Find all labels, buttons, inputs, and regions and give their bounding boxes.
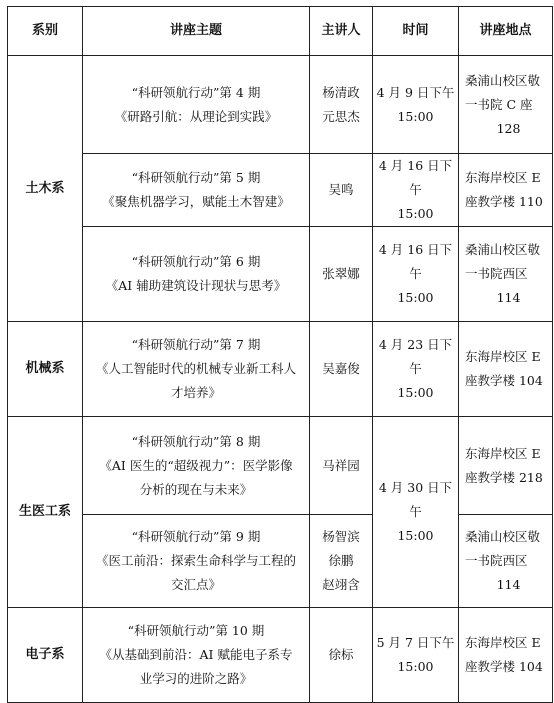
- topic-cell: [83, 56, 310, 154]
- speaker-cell: [310, 322, 373, 417]
- speaker-line: 杨清政: [322, 84, 360, 100]
- time-line: 15:00: [397, 385, 434, 400]
- speaker-cell: [310, 227, 373, 322]
- table-row: [8, 227, 553, 322]
- topic-line: “科研领航行动”第 8 期: [131, 433, 261, 449]
- time-cell: [373, 56, 459, 154]
- location-line: 桑浦山校区敬: [465, 529, 541, 544]
- time-cell: [373, 154, 459, 227]
- topic-cell: [83, 322, 310, 417]
- topic-line: 《AI 医生的“超级视力”：医学影像: [99, 457, 293, 473]
- table-row: [8, 56, 553, 154]
- table-row: [8, 417, 553, 515]
- speaker-line: 元思杰: [322, 108, 360, 124]
- topic-line: 才培养》: [170, 385, 221, 400]
- table-row: [8, 515, 553, 608]
- time-line: 4 月 16 日下午: [378, 242, 453, 281]
- location-line: 东海岸校区 E: [465, 170, 541, 185]
- time-cell: [373, 417, 459, 608]
- speaker-cell: [310, 608, 373, 703]
- header-dept: 系别: [8, 7, 83, 56]
- location-line: 桑浦山校区敬: [465, 242, 541, 257]
- topic-line: “科研领航行动”第 6 期: [131, 254, 261, 269]
- dept-cell: 机械系: [8, 322, 83, 417]
- table-row: [8, 322, 553, 417]
- topic-cell: [83, 154, 310, 227]
- topic-line: 《聚焦机器学习，赋能土木智建》: [102, 194, 290, 209]
- topic-line: 分析的现在与未来》: [139, 481, 253, 497]
- topic-line: “科研领航行动”第 5 期: [131, 170, 261, 185]
- time-line: 15:00: [397, 659, 434, 674]
- location-line: 座教学楼 110: [465, 194, 543, 209]
- location-line: 座教学楼 218: [465, 469, 543, 485]
- location-line: 128: [496, 120, 521, 136]
- location-line: 114: [496, 290, 521, 305]
- topic-line: 业学习的进阶之路》: [139, 671, 253, 686]
- location-line: 桑浦山校区敬: [465, 72, 541, 88]
- header-topic: 讲座主题: [83, 7, 310, 56]
- topic-line: 《研路引航：从理论到实践》: [114, 108, 278, 124]
- speaker-line: 吴鸣: [328, 182, 354, 197]
- topic-line: 《AI 辅助建筑设计现状与思考》: [105, 278, 287, 293]
- location-cell: [459, 154, 553, 227]
- header-row: [8, 7, 553, 56]
- time-cell: [373, 608, 459, 703]
- location-line: 东海岸校区 E: [465, 635, 541, 650]
- time-line: 4 月 16 日下午: [378, 158, 453, 197]
- speaker-cell: [310, 417, 373, 515]
- location-cell: [459, 515, 553, 608]
- speaker-cell: [310, 515, 373, 608]
- speaker-line: 徐鹏: [328, 553, 354, 568]
- speaker-line: 赵翊含: [322, 577, 360, 592]
- location-cell: [459, 227, 553, 322]
- header-location: 讲座地点: [459, 7, 553, 56]
- speaker-line: 徐标: [328, 647, 354, 662]
- topic-line: “科研领航行动”第 9 期: [131, 529, 261, 544]
- time-line: 15:00: [397, 290, 434, 305]
- dept-cell: 电子系: [8, 608, 83, 703]
- header-speaker: 主讲人: [310, 7, 373, 56]
- speaker-line: 马祥园: [322, 457, 360, 473]
- speaker-cell: [310, 154, 373, 227]
- topic-cell: [83, 515, 310, 608]
- time-line: 4 月 30 日下午: [378, 480, 453, 519]
- time-cell: [373, 322, 459, 417]
- time-line: 15:00: [397, 528, 434, 543]
- topic-cell: [83, 227, 310, 322]
- table-row: [8, 608, 553, 703]
- time-line: 15:00: [397, 206, 434, 221]
- location-line: 东海岸校区 E: [465, 445, 541, 461]
- topic-line: 《人工智能时代的机械专业新工科人: [95, 361, 296, 376]
- topic-line: 《医工前沿：探索生命科学与工程的: [95, 553, 296, 568]
- time-line: 4 月 23 日下午: [378, 337, 453, 376]
- lecture-schedule-table: [7, 6, 553, 703]
- header-time: 时间: [373, 7, 459, 56]
- topic-line: 交汇点》: [170, 577, 221, 592]
- location-cell: [459, 322, 553, 417]
- location-cell: [459, 608, 553, 703]
- table-row: [8, 154, 553, 227]
- speaker-line: 杨智滨: [322, 529, 360, 544]
- location-line: 一书院 C 座: [465, 96, 533, 112]
- location-cell: [459, 56, 553, 154]
- location-line: 座教学楼 104: [465, 659, 543, 674]
- location-line: 座教学楼 104: [465, 373, 543, 388]
- dept-cell: 生医工系: [8, 417, 83, 608]
- time-cell: [373, 227, 459, 322]
- time-line: 15:00: [397, 108, 434, 124]
- speaker-cell: [310, 56, 373, 154]
- location-line: 114: [496, 577, 521, 592]
- location-cell: [459, 417, 553, 515]
- time-line: 5 月 7 日下午: [376, 635, 455, 650]
- dept-cell: 土木系: [8, 56, 83, 322]
- location-line: 一书院西区: [465, 553, 528, 568]
- topic-line: “科研领航行动”第 4 期: [131, 84, 261, 100]
- topic-line: “科研领航行动”第 10 期: [127, 623, 265, 638]
- location-line: 东海岸校区 E: [465, 349, 541, 364]
- speaker-line: 张翠娜: [322, 266, 360, 281]
- topic-cell: [83, 417, 310, 515]
- time-line: 4 月 9 日下午: [376, 84, 455, 100]
- speaker-line: 吴嘉俊: [322, 361, 360, 376]
- topic-cell: [83, 608, 310, 703]
- topic-line: 《从基础到前沿：AI 赋能电子系专: [99, 647, 293, 662]
- topic-line: “科研领航行动”第 7 期: [131, 337, 261, 352]
- location-line: 一书院西区: [465, 266, 528, 281]
